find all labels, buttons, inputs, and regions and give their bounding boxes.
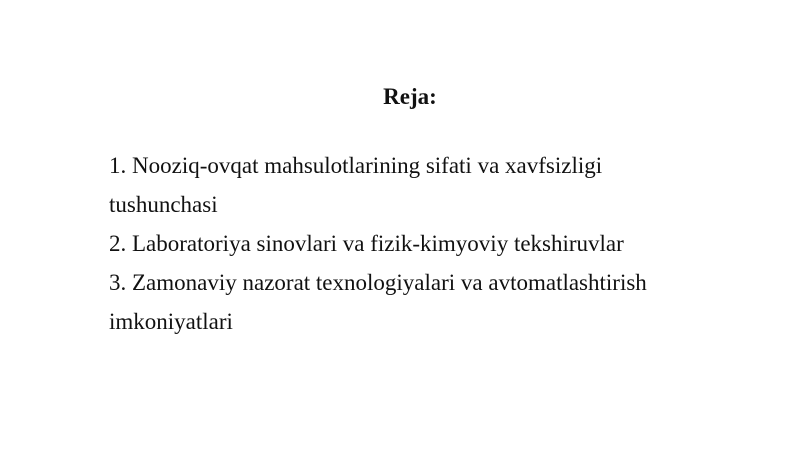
plan-item-3: 3. Zamonaviy nazorat texnologiyalari va avtomatlashtirish imkoniyatlari [109, 270, 647, 334]
plan-list [109, 146, 709, 341]
plan-item-2: 2. Laboratoriya sinovlari va fizik-kimyoviy tekshiruvlar [109, 231, 624, 256]
page-title: Reja: [383, 84, 437, 109]
plan-item-1: 1. Nooziq-ovqat mahsulotlarining sifati va xavfsizligi tushunchasi [109, 153, 603, 217]
